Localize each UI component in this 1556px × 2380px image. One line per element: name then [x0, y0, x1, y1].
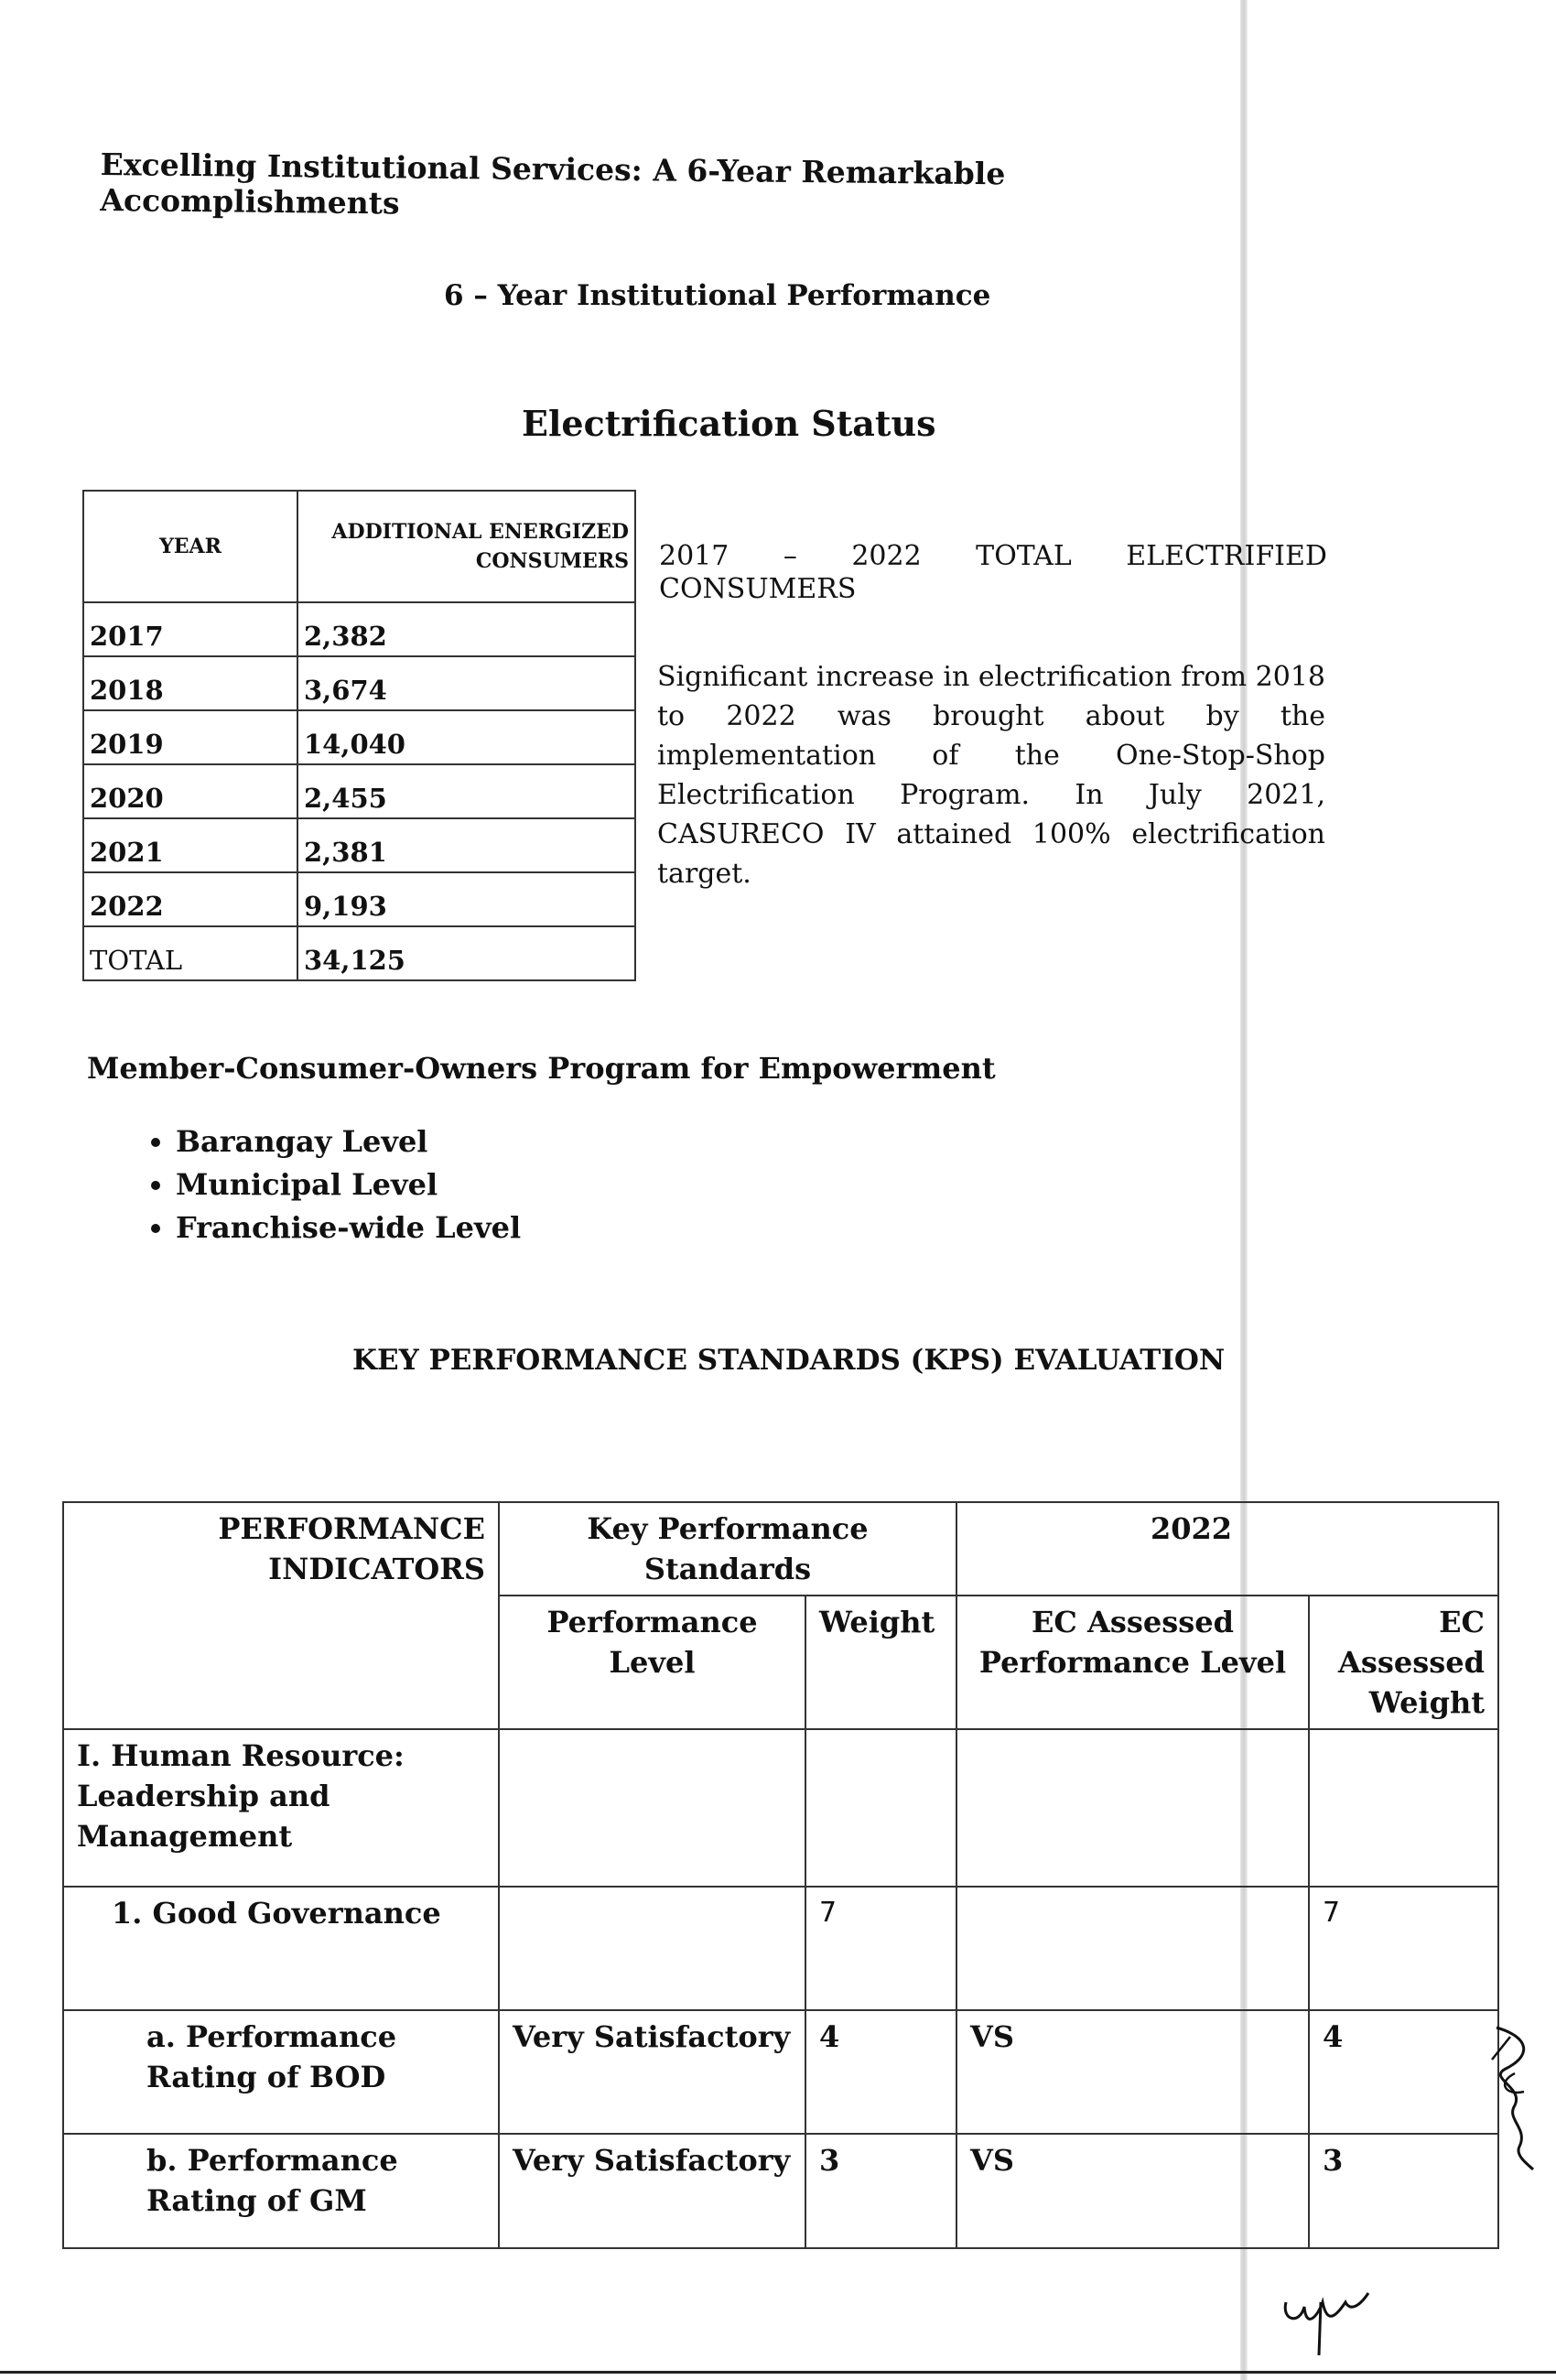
empty-cell [499, 1729, 805, 1887]
performance-level-cell: Very Satisfactory [499, 2134, 805, 2248]
header-ec-weight: EC Assessed Weight [1309, 1596, 1498, 1729]
margin-signature-icon [1478, 2018, 1547, 2174]
electrification-table [82, 490, 636, 981]
year-cell: 2020 [83, 764, 297, 818]
table-row [63, 2134, 1498, 2248]
document-subtitle: 6 – Year Institutional Performance [444, 279, 991, 312]
table-row [83, 656, 635, 710]
header-ec-performance-level: EC Assessed Performance Level [956, 1596, 1309, 1729]
item-rating-gm: b. Performance Rating of GM [63, 2134, 499, 2248]
table-row [83, 710, 635, 764]
category-human-resource: I. Human Resource: Leadership and Management [63, 1729, 499, 1887]
kps-title: KEY PERFORMANCE STANDARDS (KPS) EVALUATION [352, 1344, 1226, 1377]
total-row [83, 926, 635, 980]
performance-level-cell: Very Satisfactory [499, 2010, 805, 2134]
year-cell: 2019 [83, 710, 297, 764]
weight-cell: 4 [805, 2010, 956, 2134]
electrified-consumers-heading: 2017 – 2022 TOTAL ELECTRIFIED CONSUMERS [659, 540, 1327, 605]
total-value: 34,125 [297, 926, 635, 980]
header-performance-indicators: PERFORMANCE INDICATORS [63, 1502, 499, 1729]
weight-cell: 3 [805, 2134, 956, 2248]
table-row [83, 818, 635, 872]
list-item: • Franchise-wide Level [176, 1210, 521, 1253]
weight-cell: 7 [805, 1887, 956, 2010]
table-row [83, 764, 635, 818]
empty-cell [956, 1729, 1309, 1887]
list-item: • Barangay Level [176, 1124, 521, 1167]
ec-weight-cell: 4 [1309, 2010, 1498, 2134]
ec-performance-level-cell: VS [956, 2134, 1309, 2248]
header-weight: Weight [805, 1596, 956, 1729]
table-row [83, 872, 635, 926]
value-cell: 2,455 [297, 764, 635, 818]
item-good-governance: 1. Good Governance [63, 1887, 499, 2010]
value-cell: 3,674 [297, 656, 635, 710]
kps-table [62, 1501, 1499, 2249]
header-year-2022: 2022 [956, 1502, 1498, 1596]
levels-list [128, 1124, 521, 1253]
ec-weight-cell: 3 [1309, 2134, 1498, 2248]
ec-performance-level-cell: VS [956, 2010, 1309, 2134]
value-cell: 2,382 [297, 602, 635, 656]
bottom-initials-icon [1277, 2275, 1378, 2357]
year-cell: 2018 [83, 656, 297, 710]
document-title: Excelling Institutional Services: A 6-Year Remarkable Accomplishments [100, 146, 1006, 222]
electrification-paragraph: Significant increase in electrification from 2018 to 2022 was brought about by the implementation of the One-Stop-Shop Electrification Program. In July 2021, CASURECO IV attained 100% electrification target. [657, 661, 1325, 890]
empty-cell [1309, 1729, 1498, 1887]
kps-header-row-1 [63, 1502, 1498, 1596]
section-title-electrification: Electrification Status [522, 403, 936, 444]
table-row [83, 602, 635, 656]
total-label: TOTAL [83, 926, 297, 980]
header-consumers: ADDITIONAL ENERGIZED CONSUMERS [297, 491, 635, 602]
value-cell: 14,040 [297, 710, 635, 764]
scan-edge-line [0, 2371, 1556, 2374]
list-item: • Municipal Level [176, 1167, 521, 1210]
value-cell: 2,381 [297, 818, 635, 872]
header-key-performance-standards: Key Performance Standards [499, 1502, 956, 1596]
table-row [63, 2010, 1498, 2134]
table-row [63, 1887, 1498, 2010]
empty-cell [956, 1887, 1309, 2010]
year-cell: 2017 [83, 602, 297, 656]
year-cell: 2021 [83, 818, 297, 872]
header-year: YEAR [83, 491, 297, 602]
value-cell: 9,193 [297, 872, 635, 926]
item-rating-bod: a. Performance Rating of BOD [63, 2010, 499, 2134]
empty-cell [499, 1887, 805, 2010]
ec-weight-cell: 7 [1309, 1887, 1498, 2010]
mcop-title: Member-Consumer-Owners Program for Empowerment [87, 1051, 996, 1086]
empty-cell [805, 1729, 956, 1887]
table-row [63, 1729, 1498, 1887]
header-performance-level: Performance Level [499, 1596, 805, 1729]
year-cell: 2022 [83, 872, 297, 926]
electrification-header-row [83, 491, 635, 602]
